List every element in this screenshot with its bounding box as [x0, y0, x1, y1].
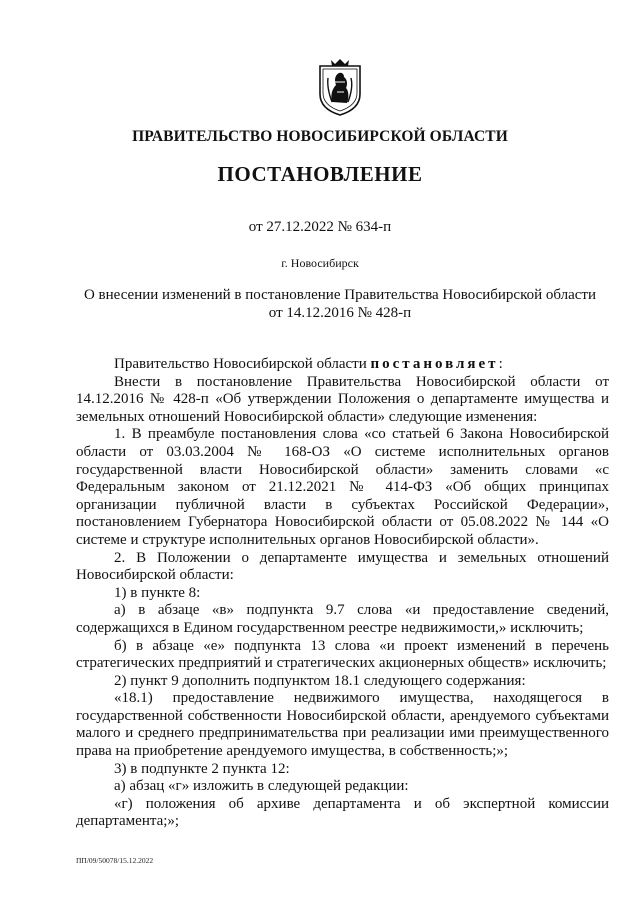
body-paragraph: «18.1) предоставление недвижимого имущества, находящегося в государственной собственности Новосибирской области, арендуемого субъектами малого и среднего предпринимательства при реализации ими преимущественного права на приобретение арендуемого имущества, в собственность;»; [76, 690, 609, 760]
body-paragraph: 2) пункт 9 дополнить подпунктом 18.1 следующего содержания: [114, 672, 526, 689]
body-paragraph: Внести в постановление Правительства Новосибирской области от 14.12.2016 № 428-п «Об утверждении Положения о департаменте имущества и земельных отношений Новосибирской области» следующие изменения: [76, 373, 609, 425]
document-type-title: ПОСТАНОВЛЕНИЕ [217, 162, 423, 186]
document-city: г. Новосибирск [281, 256, 359, 270]
body-paragraph: а) абзац «г» изложить в следующей редакции: [114, 778, 409, 795]
body-paragraph: 1) в пункте 8: [114, 584, 201, 601]
resolution-preamble [76, 356, 609, 374]
document-date-number: от 27.12.2022 № 634-п [248, 219, 392, 235]
document-body [76, 356, 609, 831]
body-paragraph: «г) положения об архиве департамента и об экспертной комиссии департамента;»; [76, 795, 609, 830]
preamble-verb: постановляет [370, 356, 499, 372]
body-paragraph: 2. В Положении о департаменте имущества и земельных отношений Новосибирской области: [76, 549, 609, 584]
body-paragraph: 3) в подпункте 2 пункта 12: [114, 760, 290, 777]
preamble-prefix: Правительство Новосибирской области [114, 356, 371, 372]
coat-of-arms-icon [317, 58, 363, 116]
preamble-suffix: : [498, 356, 503, 372]
body-paragraph: а) в абзаце «в» подпункта 9.7 слова «и предоставление сведений, содержащихся в Едином государственном реестре недвижимости,» исключить; [76, 602, 609, 636]
body-paragraph: 1. В преамбуле постановления слова «со статьей 6 Закона Новосибирской области от 03.03.2004 № 168-ОЗ «О системе исполнительных органов государственной власти Новосибирской области» заменить словами «с Федеральным законом от 21.12.2021 № 414-ФЗ «Об общих принципах организации публичной власти в субъектах Российской Федерации», постановлением Губернатора Новосибирской области от 05.08.2022 № 144 «О системе и структуре исполнительных органов Новосибирской области». [76, 426, 609, 548]
subject-line-2: от 14.12.2016 № 428-п [268, 305, 412, 321]
document-subject [60, 286, 620, 322]
subject-line-1: О внесении изменений в постановление Правительства Новосибирской области [83, 287, 597, 303]
organization-title: ПРАВИТЕЛЬСТВО НОВОСИБИРСКОЙ ОБЛАСТИ [132, 128, 508, 145]
body-paragraph: б) в абзаце «е» подпункта 13 слова «и проект изменений в перечень стратегических предприятий и стратегических акционерных обществ» исключить; [76, 637, 609, 672]
document-footer-code: ПП/09/50078/15.12.2022 [76, 856, 154, 865]
